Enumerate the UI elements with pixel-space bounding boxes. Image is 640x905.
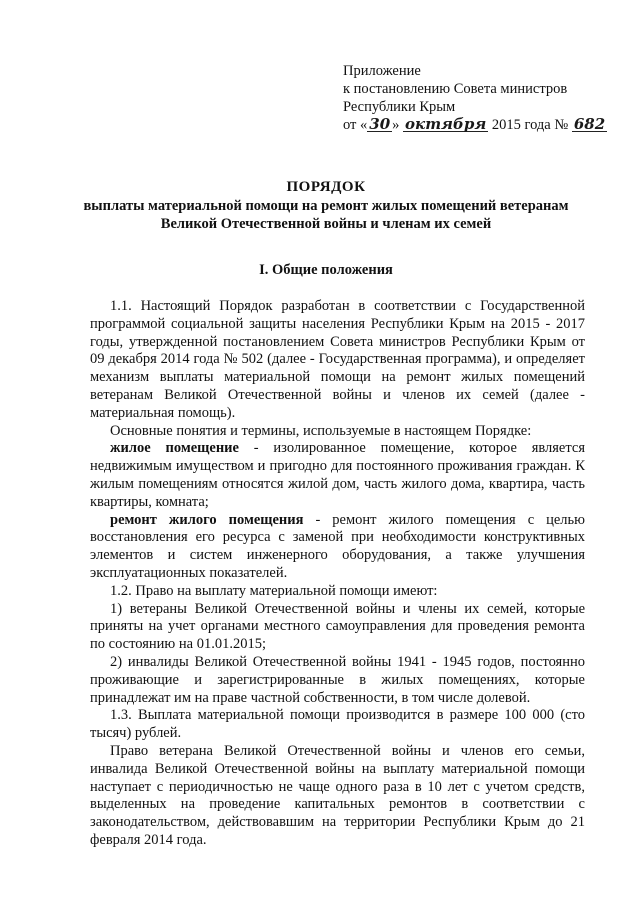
paragraph-1-2-item-1: 1) ветераны Великой Отечественной войны и члены их семей, которые приняты на учет органами местного самоуправления для проведения ремонта по состоянию на 01.01.2015; bbox=[90, 600, 585, 653]
paragraph-1-2-item-2: 2) инвалиды Великой Отечественной войны 1941 - 1945 годов, постоянно проживающие и зарегистрированные в жилых помещениях, которые принадлежат им на праве частной собственности, в том числе долевой. bbox=[90, 653, 585, 706]
appendix-block bbox=[343, 62, 623, 134]
paragraph-right-periodicity: Право ветерана Великой Отечественной войны и членов его семьи, инвалида Великой Отечественной войны на выплату материальной помощи наступает с периодичностью не чаще одного раза в 10 лет с учетом средств, выделенных на проведение капитальных ремонтов в соответствии с законодательством, действовавшим на территории Республики Крым до 21 февраля 2014 года. bbox=[90, 742, 585, 848]
appendix-date-line bbox=[343, 116, 623, 134]
date-prefix: от « bbox=[343, 117, 368, 133]
title-main: ПОРЯДОК bbox=[286, 179, 366, 195]
term-dwelling-definition: - изолированное помещение, которое является недвижимым имуществом и пригодно для постоянного проживания граждан. К жилым помещениям относятся жилой дом, часть жилого дома, квартира, часть квартиры, комната; bbox=[90, 440, 585, 510]
appendix-line-2: к постановлению Совета министров bbox=[343, 81, 568, 97]
appendix-line-3: Республики Крым bbox=[343, 99, 456, 115]
appendix-line-1: Приложение bbox=[343, 63, 421, 79]
handwritten-number: 682 bbox=[573, 115, 606, 133]
paragraph-term-repair bbox=[90, 512, 585, 583]
document-title bbox=[60, 178, 592, 233]
document-body bbox=[90, 298, 585, 850]
section-heading: I. Общие положения bbox=[259, 262, 393, 278]
paragraph-1-2: 1.2. Право на выплату материальной помощи имеют: bbox=[110, 582, 438, 599]
term-repair-definition: - ремонт жилого помещения с целью восстановления его ресурса с заменой при необходимости конструктивных элементов и систем инженерного оборудования, а также улучшения эксплуатационных показателей. bbox=[90, 511, 585, 581]
title-line-2: выплаты материальной помощи на ремонт жилых помещений ветеранам bbox=[83, 198, 569, 214]
date-year-text: 2015 года № bbox=[491, 117, 569, 133]
paragraph-1-3: 1.3. Выплата материальной помощи производится в размере 100 000 (сто тысяч) рублей. bbox=[90, 707, 585, 742]
title-line-3: Великой Отечественной войны и членам их семей bbox=[160, 216, 492, 232]
term-repair: ремонт жилого помещения bbox=[110, 511, 304, 528]
date-day-suffix: » bbox=[392, 117, 400, 133]
term-dwelling: жилое помещение bbox=[110, 440, 239, 457]
paragraph-term-dwelling bbox=[90, 440, 585, 511]
handwritten-month: октября bbox=[405, 115, 487, 133]
paragraph-terms-intro: Основные понятия и термины, используемые в настоящем Порядке: bbox=[110, 422, 532, 439]
handwritten-day: 30 bbox=[369, 115, 391, 133]
paragraph-1-1: 1.1. Настоящий Порядок разработан в соответствии с Государственной программой социальной защиты населения Республики Крым на 2015 - 2017 годы, утвержденной постановлением Совета министров Республики Крым от 09 декабря 2014 года № 502 (далее - Государственная программа), и определяет механизм выплаты материальной помощи на ремонт жилых помещений ветеранам Великой Отечественной войны и членов их семей (далее - материальная помощь). bbox=[90, 298, 585, 421]
